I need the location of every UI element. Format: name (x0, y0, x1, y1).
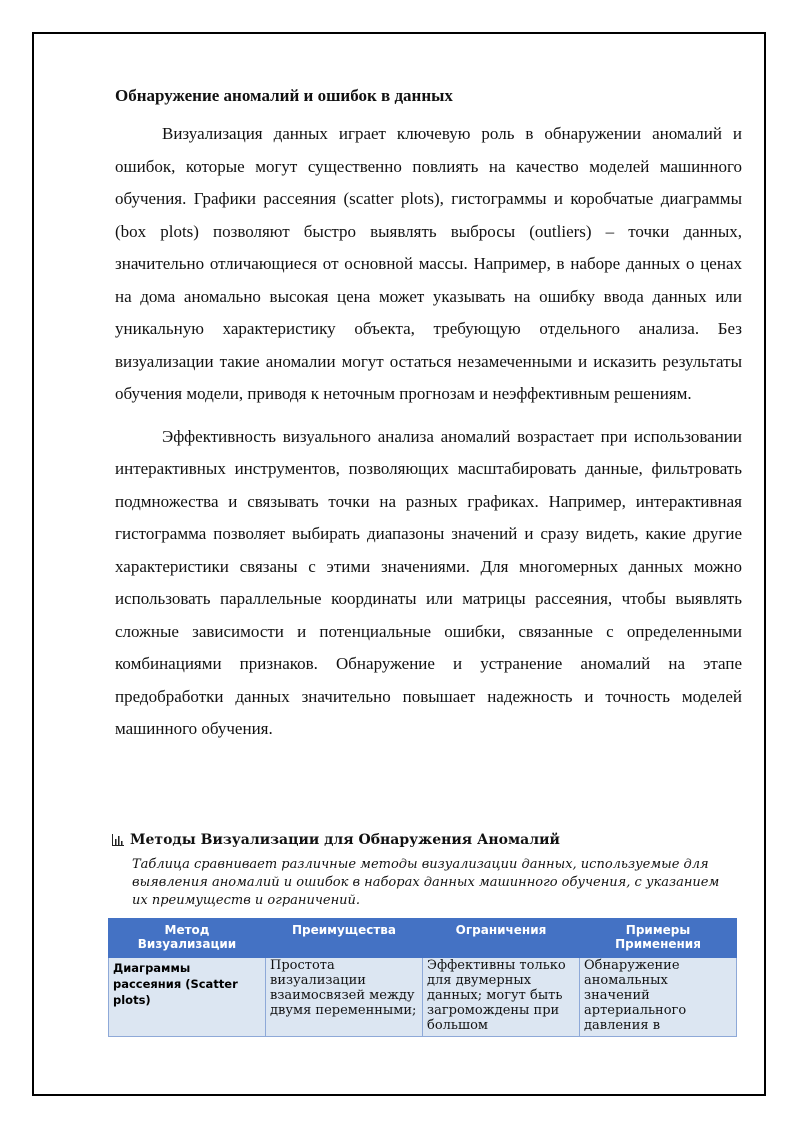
table-caption: Таблица сравнивает различные методы визуализации данных, используемые для выявления аномалий и ошибок в наборах данных машинного обучения, с указанием их преимуществ и ограничений. (132, 857, 720, 908)
header-examples: Примеры Применения (580, 919, 737, 958)
header-method: Метод Визуализации (109, 919, 266, 958)
table-row (109, 958, 737, 1037)
cell-limitations: Эффективны только для двумерных данных; могут быть загромождены при большом (423, 958, 580, 1037)
table-block (110, 832, 740, 1037)
table-header-row (109, 919, 737, 958)
section-heading: Обнаружение аномалий и ошибок в данных (115, 86, 453, 105)
table-title-text: Методы Визуализации для Обнаружения Аномалий (130, 832, 560, 848)
document-body (115, 86, 742, 756)
table-title (112, 832, 740, 848)
cell-advantages: Простота визуализации взаимосвязей между двумя переменными; (266, 958, 423, 1037)
header-advantages: Преимущества (266, 919, 423, 958)
header-limitations: Ограничения (423, 919, 580, 958)
cell-examples: Обнаружение аномальных значений артериального давления в (580, 958, 737, 1037)
methods-table (108, 918, 737, 1037)
cell-method: Диаграммы рассеяния (Scatter plots) (109, 958, 266, 1037)
paragraph-2: Эффективность визуального анализа аномалий возрастает при использовании интерактивных инструментов, позволяющих масштабировать данные, фильтровать подмножества и связывать точки на разных графиках. Например, интерактивная гистограмма позволяет выбирать диапазоны значений и сразу видеть, какие другие характеристики связаны с этими значениями. Для многомерных данных можно использовать параллельные координаты или матрицы рассеяния, чтобы выявлять сложные зависимости и потенциальные ошибки, связанные с определенными комбинациями признаков. Обнаружение и устранение аномалий на этапе предобработки данных значительно повышает надежность и точность моделей машинного обучения. (115, 426, 742, 738)
paragraph-1: Визуализация данных играет ключевую роль в обнаружении аномалий и ошибок, которые могут существенно повлиять на качество моделей машинного обучения. Графики рассеяния (scatter plots), гистограммы и коробчатые диаграммы (box plots) позволяют быстро выявлять выбросы (outliers) – точки данных, значительно отличающиеся от основной массы. Например, в наборе данных о ценах на дома аномально высокая цена может указывать на ошибку ввода данных или уникальную характеристику объекта, требующую отдельного анализа. Без визуализации такие аномалии могут остаться незамеченными и исказить результаты обучения модели, приводя к неточным прогнозам и неэффективным решениям. (115, 124, 742, 403)
bar-chart-icon (112, 834, 124, 846)
